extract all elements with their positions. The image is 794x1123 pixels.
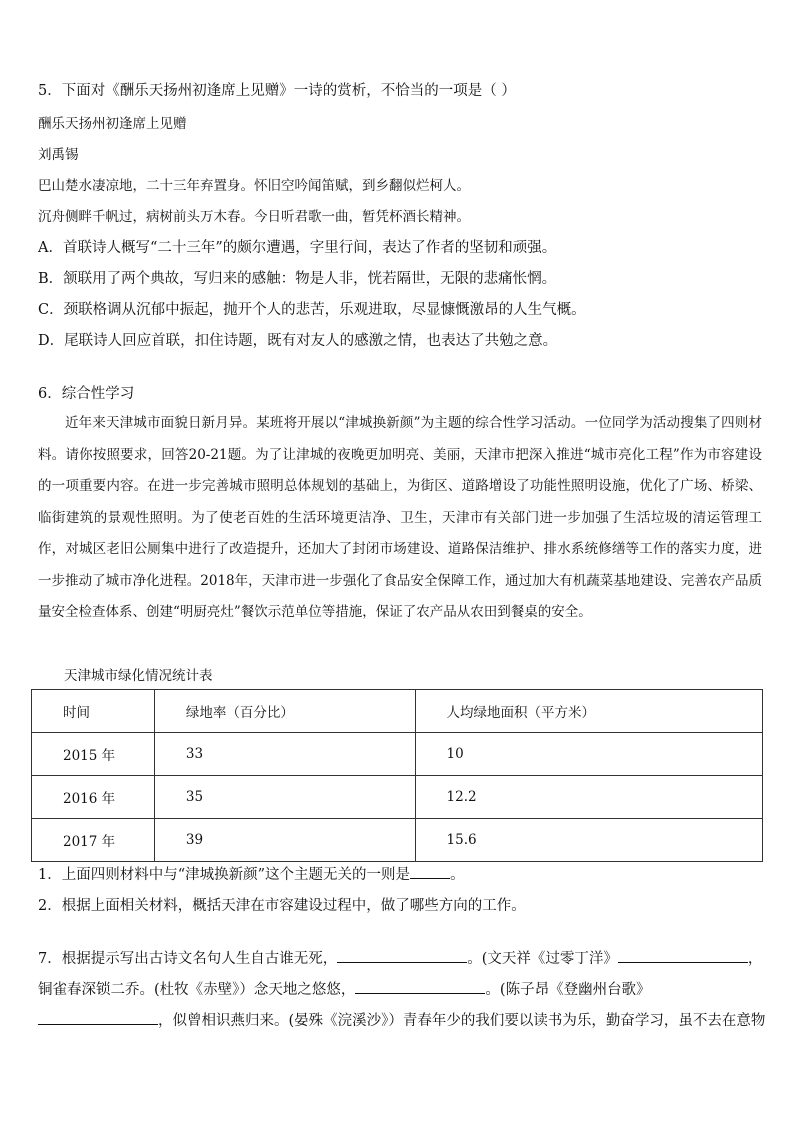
question-6-heading: 6．综合性学习 [38,386,135,402]
greening-stats-table [31,689,763,862]
question-7-text: 铜雀春深锁二乔。(杜牧《赤壁》）念天地之悠悠， [38,982,356,998]
poem-author: 刘禹锡 [38,147,79,163]
sub-question-1 [38,867,465,884]
poem-line-2: 沉舟侧畔千帆过，病树前头万木春。今日听君歌一曲，暂凭杯酒长精神。 [38,209,470,225]
table-row [32,819,763,862]
table-cell: 35 [154,776,415,819]
question-7-text: 。(文天祥《过零丁洋》 [467,951,618,967]
sub-question-1-text: 1．上面四则材料中与“津城换新颜”这个主题无关的一则是 [38,867,411,883]
question-5-stem: 5．下面对《酬乐天扬州初逢席上见赠》一诗的赏析，不恰当的一项是（ ） [38,83,516,99]
sub-question-2: 2．根据上面相关材料，概括天津在市容建设过程中，做了哪些方向的工作。 [38,898,526,914]
option-b: B．颔联用了两个典故，写归来的感触：物是人非，恍若隔世，无限的悲痛怅惘。 [38,271,557,287]
poem-line-1: 巴山楚水凄凉地，二十三年弃置身。怀旧空吟闻笛赋，到乡翻似烂柯人。 [38,178,470,194]
table-cell: 10 [415,733,762,776]
answer-blank[interactable] [38,1024,158,1025]
table-cell: 2015 年 [32,733,155,776]
option-d: D．尾联诗人回应首联，扣住诗题，既有对友人的感激之情，也表达了共勉之意。 [38,333,558,349]
table-header-cell: 时间 [32,690,155,733]
sub-question-1-end: 。 [450,867,465,883]
answer-blank[interactable] [355,993,485,994]
answer-blank[interactable] [618,962,748,963]
table-row [32,776,763,819]
question-7-line-2 [38,982,651,999]
table-header-row [32,690,763,733]
table-cell: 33 [154,733,415,776]
table-cell: 15.6 [415,819,762,862]
table-cell: 2017 年 [32,819,155,862]
table-cell: 39 [154,819,415,862]
question-7-text: ，似曾相识燕归来。(晏殊《浣溪沙》）青春年少的我们要以读书为乐，勤奋学习，虽不去在意物 [158,1013,766,1029]
answer-blank[interactable] [337,962,467,963]
table-row [32,733,763,776]
question-7-text: 。(陈子昂《登幽州台歌》 [485,982,651,998]
question-7-line-3 [38,1013,765,1030]
question-7-text: 7．根据提示写出古诗文名句人生自古谁无死， [38,951,338,967]
poem-title: 酬乐天扬州初逢席上见赠 [38,116,187,132]
table-cell: 2016 年 [32,776,155,819]
question-6-material: 近年来天津城市面貌日新月异。某班将开展以“津城换新颜”为主题的综合性学习活动。一位同学为活动搜集了四则材料。请你按照要求，回答20-21题。为了让津城的夜晚更加明亮、美丽，天津市把深入推进“城市亮化工程”作为市容建设的一项重要内容。在进一步完善城市照明总体规划的基础上，为街区、道路增设了功能性照明设施，优化了广场、桥梁、临街建筑的景观性照明。为了使老百姓的生活环境更洁净、卫生，天津市有关部门进一步加强了生活垃圾的清运管理工作，对城区老旧公厕集中进行了改造提升，还加大了封闭市场建设、道路保洁维护、排水系统修缮等工作的落实力度，进一步推动了城市净化进程。2018年，天津市进一步强化了食品安全保障工作，通过加大有机蔬菜基地建设、完善农产品质量安全检查体系、创建“明厨亮灶”餐饮示范单位等措施，保证了农产品从农田到餐桌的安全。 [38,415,762,620]
table-header-cell: 人均绿地面积（平方米） [415,690,762,733]
table-caption: 天津城市绿化情况统计表 [64,668,213,684]
table-cell: 12.2 [415,776,762,819]
table-header-cell: 绿地率（百分比） [154,690,415,733]
answer-blank[interactable] [410,878,450,879]
question-7-line-1 [38,951,762,968]
option-a: A．首联诗人概写“二十三年”的颇尔遭遇，字里行间，表达了作者的坚韧和顽强。 [38,240,557,256]
option-c: C．颈联格调从沉郁中振起，抛开个人的悲苦，乐观进取，尽显慷慨激昂的人生气概。 [38,302,586,318]
question-7-text: ， [747,951,763,967]
